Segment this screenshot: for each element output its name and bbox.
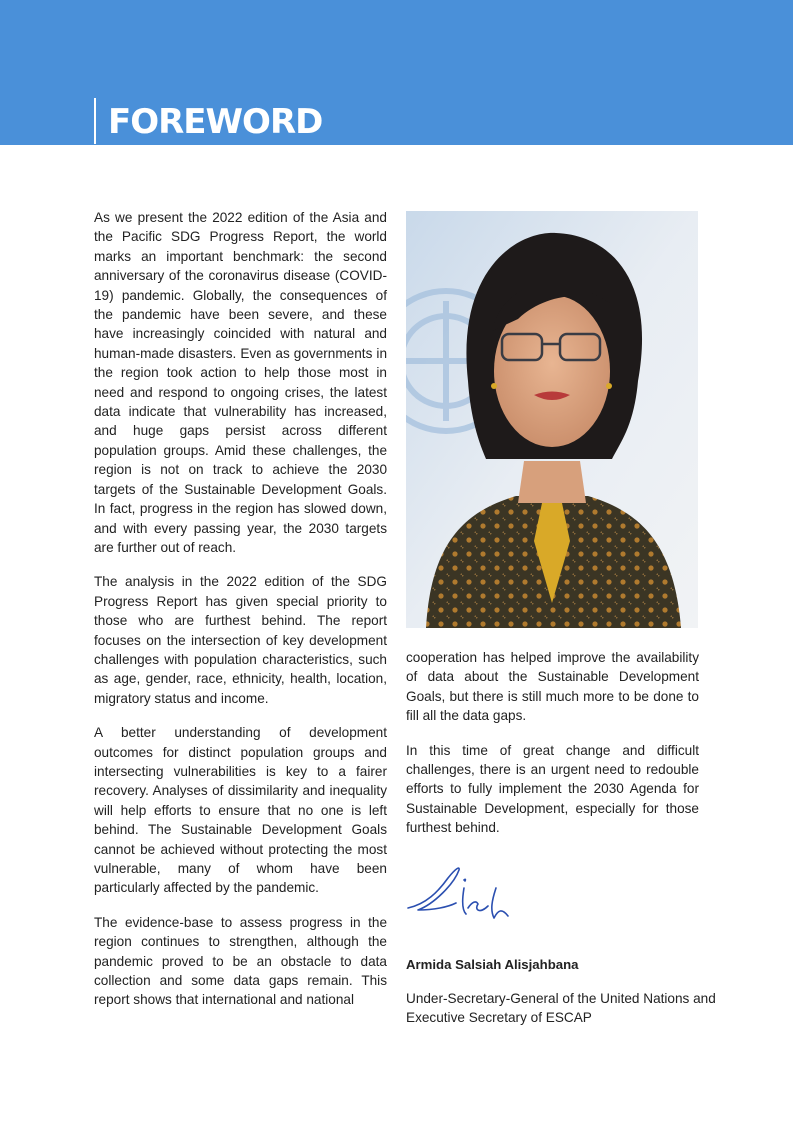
portrait-illustration [406,211,698,628]
signature-image [404,858,516,926]
paragraph: The evidence-base to assess progress in the region continues to strengthen, although the pandemic proved to be an obstacle to data collection and some data gaps remain. This report shows that international and national [94,914,387,1008]
page-title: FOREWORD [108,102,323,142]
portrait-photo [406,211,698,628]
left-column [94,208,387,1025]
right-column [406,648,699,853]
title-divider [94,98,96,144]
paragraph: A better understanding of development outcomes for distinct population groups and intersecting vulnerabilities is key to a fairer recovery. Analyses of dissimilarity and inequality will help efforts to ensure that no one is left behind. The Sustainable Development Goals cannot be achieved without protecting the most vulnerable, many of whom have been particularly affected by the pandemic. [94,725,387,896]
header-banner [0,0,793,145]
paragraph: In this time of great change and difficult challenges, there is an urgent need to redouble efforts to fully implement the 2030 Agenda for Sustainable Development, especially for those furthest behind. [406,742,699,836]
paragraph: The analysis in the 2022 edition of the SDG Progress Report has given special priority to those who are furthest behind. The report focuses on the intersection of key development challenges with population characteristics, such as age, gender, race, ethnicity, health, location, migratory status and income. [94,574,387,706]
signatory-title: Under-Secretary-General of the United Nations and Executive Secretary of ESCAP [406,991,716,1026]
paragraph: cooperation has helped improve the availability of data about the Sustainable Development Goals, but there is still much more to be done to fill all the data gaps. [406,650,699,724]
paragraph: As we present the 2022 edition of the Asia and the Pacific SDG Progress Report, the world marks an important benchmark: the second anniversary of the coronavirus disease (COVID-19) pandemic. Globally, the consequences of the pandemic have been severe, and these have increasingly coincided with natural and human-made disasters. Even as governments in the region took action to help those most in need and respond to ongoing crises, the latest data indicate that vulnerability has increased, and huge gaps persist across different population groups. Amid these challenges, the region is not on track to achieve the 2030 targets of the Sustainable Development Goals. In fact, progress in the region has slowed down, and with every passing year, the 2030 targets are further out of reach. [94,210,387,555]
signatory-name: Armida Salsiah Alisjahbana [406,957,579,972]
